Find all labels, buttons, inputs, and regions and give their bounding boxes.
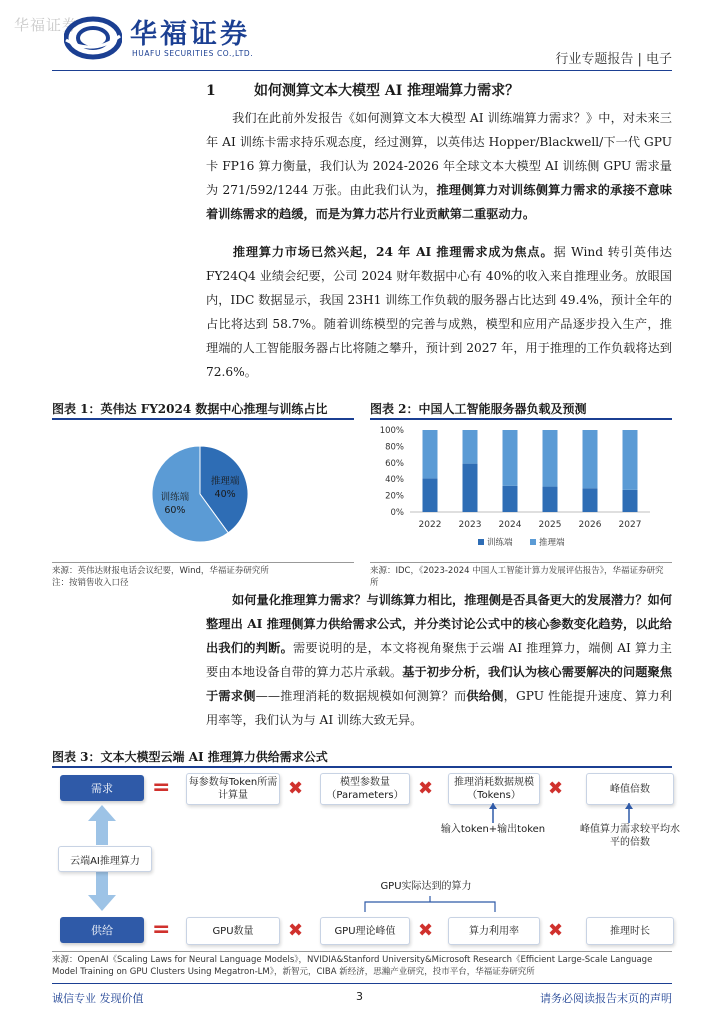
times-operator-5: ✖ [418,920,434,941]
paragraph-1-bold: 推理侧算力对训练侧算力需求的承接不意味着训练需求的趋缓，而是为算力芯片行业贡献第二重驱动力。 [206,183,672,221]
bar-训练端-2026 [583,488,598,512]
paragraph-1 [206,106,672,226]
fig1-pie-chart [52,424,354,560]
bar-训练端-2023 [463,464,478,512]
bar-训练端-2025 [543,487,558,512]
footer-divider [52,983,672,984]
bar-group [380,426,650,548]
fig1-source: 来源：英伟达财报电话会议纪要，Wind，华福证券研究所 [52,566,269,576]
paragraph-3 [206,588,672,732]
pie-group [152,446,248,542]
fig1-rule [52,418,354,420]
section-number: 1 [206,83,216,99]
fig1-title: 图表 1：英伟达 FY2024 数据中心推理与训练占比 [52,402,328,416]
times-operator-4: ✖ [288,920,304,941]
bar-推理端-2023 [463,430,478,464]
times-operator-1: ✖ [288,778,304,799]
demand-parameters-box: 模型参数量（Parameters） [320,773,410,805]
footer-slogan: 诚信专业 发现价值 [52,992,144,1005]
y-tick-label: 100% [379,426,404,436]
fig2-title: 图表 2：中国人工智能服务器负载及预测 [370,402,587,416]
y-tick-label: 60% [385,458,404,469]
pie-label-0: 推理端 [210,475,240,487]
paragraph-3-bold-1: 如何量化推理算力需求？与训练算力相比，推理侧是否具备更大的发展潜力？如何整理出 AI 推理侧算力供给需求公式，并分类讨论公式中的核心参数变化趋势，以此给出我们的判断。 [206,593,672,655]
demand-tokens-box: 推理消耗数据规模（Tokens） [448,773,540,805]
fig3-source: 来源：OpenAI《Scaling Laws for Neural Language Models》，NVIDIA&Stanford University&Microsoft Research《Efficient Large-Scale Language Model Training on GPU Clusters Using Megatron-LM》，新智元，CIBA 新经济，思瀚产业研究，投市平台，华福证券研究所 [52,955,653,977]
fig2-bar-chart [370,420,672,562]
x-tick-label: 2023 [458,520,482,530]
supply-gpu-peak-box: GPU理论峰值 [320,917,410,945]
peak-multiple-note: 峰值算力需求较平均水平的倍数 [580,824,680,848]
y-tick-label: 40% [385,475,404,486]
supply-equals: = [152,917,171,942]
paragraph-3-bold-3: 供给侧 [466,689,504,703]
paragraph-3-text-2: ——推理消耗的数据规模如何测算？而 [255,689,467,703]
x-tick-label: 2024 [498,520,522,530]
demand-box: 需求 [60,775,144,801]
legend-label-0: 训练端 [487,538,513,548]
supply-utilization-box: 算力利用率 [448,917,540,945]
bar-推理端-2025 [543,430,558,487]
paragraph-3-text-1: 需要说明的是，本文将视角聚焦于云端 AI 推理算力，端侧 AI 算力主要由本地设备自带的算力芯片承载。 [206,641,672,679]
y-tick-label: 0% [390,508,404,518]
footer-disclaimer: 请务必阅读报告末页的声明 [540,992,672,1005]
x-tick-label: 2026 [578,520,602,530]
pie-pct-1: 60% [164,505,186,517]
gpu-actual-label: GPU实际达到的算力 [380,881,472,892]
tokens-note: 输入token+输出token [440,824,546,835]
watermark: 华福证券 [14,16,79,34]
fig3-title: 图表 3：文本大模型云端 AI 推理算力供给需求公式 [52,750,328,764]
bar-推理端-2026 [583,430,598,488]
demand-equals: = [152,775,171,800]
bar-推理端-2024 [503,430,518,486]
demand-compute-per-token-box: 每参数每Token所需计算量 [186,773,280,805]
paragraph-3-bold-2: 基于初步分析，我们认为核心需要解决的问题聚焦于需求侧 [206,665,673,703]
paragraph-3-text-3: ，GPU 性能提升速度、算力利用率等，我们认为与 AI 训练大致无异。 [206,689,673,727]
y-tick-label: 20% [385,491,404,502]
paragraph-2 [206,240,672,384]
paragraph-1-text: 我们在此前外发报告《如何测算文本大模型 AI 训练端算力需求？》中，对未来三年 AI 训练卡需求持乐观态度，经过测算，以英伟达 Hopper/Blackwell/下一代 GPU 卡 FP16 算力衡量，我们认为 2024-2026 年全球文本大模型 AI 训练侧 GPU 需求量为 271/592/1244 万张。由此我们认为， [206,111,672,197]
gpu-actual-bracket [350,894,510,914]
pie-pct-0: 40% [214,488,236,500]
x-tick-label: 2027 [618,520,642,530]
paragraph-2-bold: 推理算力市场已然兴起，24 年 AI 推理需求成为焦点。 [232,245,554,259]
company-name-en: HUAFU SECURITIES CO.,LTD. [132,49,254,58]
x-tick-label: 2025 [538,520,562,530]
times-operator-6: ✖ [548,920,564,941]
fig3-rule [52,766,672,768]
bar-推理端-2027 [623,430,638,490]
times-operator-3: ✖ [548,778,564,799]
page-number: 3 [356,990,363,1003]
demand-peak-multiple-box: 峰值倍数 [586,773,674,805]
report-type: 行业专题报告 | 电子 [555,52,672,67]
supply-gpu-count-box: GPU数量 [186,917,280,945]
bar-训练端-2027 [623,490,638,512]
paragraph-2-text: 据 Wind 转引英伟达 FY24Q4 业绩会纪要，公司 2024 财年数据中心有 40%的收入来自推理业务。放眼国内，IDC 数据显示，我国 23H1 训练工作负载的服务器占比达到 49.4%，预计全年的占比将达到 58.7%。随着训练模型的完善与成熟，模型和应用产品逐步投入生产，推理端的人工智能服务器占比将随之攀升，预计到 2027 年，用于推理的工作负载将达到 72.6%。 [206,245,672,379]
section-title-text: 如何测算文本大模型 AI 推理端算力需求？ [254,83,520,99]
y-tick-label: 80% [385,442,404,453]
fig1-note: 注：按销售收入口径 [52,578,129,588]
bar-推理端-2022 [423,430,438,478]
fig2-source-rule [370,562,672,563]
cloud-ai-inference-box: 云端AI推理算力 [58,846,152,872]
fig3-source-rule [52,951,672,952]
fig2-source: 来源：IDC，《2023-2024 中国人工智能计算力发展评估报告》，华福证券研究所 [370,566,664,588]
supply-box: 供给 [60,917,144,943]
company-name-cn: 华福证券 [130,19,250,50]
legend-label-1: 推理端 [539,538,565,548]
legend-swatch-1 [530,539,536,545]
huafu-logo-icon [64,16,122,60]
pie-label-1: 训练端 [160,492,190,504]
supply-inference-time-box: 推理时长 [586,917,674,945]
times-operator-2: ✖ [418,778,434,799]
bar-训练端-2024 [503,486,518,512]
fig1-source-rule [52,562,354,563]
x-tick-label: 2022 [418,520,442,530]
legend-swatch-0 [478,539,484,545]
bar-训练端-2022 [423,478,438,512]
section-title [206,80,519,100]
header-divider [52,70,672,71]
